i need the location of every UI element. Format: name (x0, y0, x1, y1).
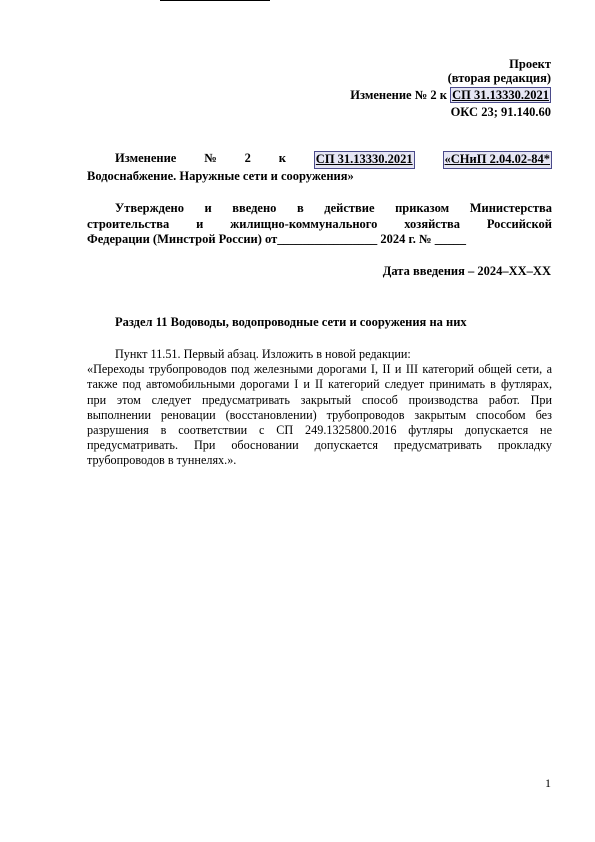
approval-word: и (204, 201, 212, 215)
page-number: 1 (545, 776, 551, 790)
section-title: Раздел 11 Водоводы, водопроводные сети и сооружения на них (115, 315, 467, 329)
oks-code: ОКС 23; 91.140.60 (450, 105, 551, 119)
approval-word: в (296, 201, 304, 215)
title-word: 2 (244, 151, 251, 165)
approval-word: жилищно-коммунального (230, 216, 378, 231)
approval-word: строительства (87, 216, 170, 231)
title-word: № (204, 151, 217, 165)
change-header (350, 87, 551, 103)
approval-block (87, 201, 552, 248)
approval-word: и (196, 216, 204, 231)
title-line-1 (87, 151, 552, 169)
approval-word: Министерства (469, 201, 552, 215)
effective-date: Дата введения – 2024–ХХ–ХХ (382, 264, 551, 278)
title-line-2: Водоснабжение. Наружные сети и сооружения» (87, 168, 354, 183)
section-body (87, 347, 552, 469)
clause-text: «Переходы трубопроводов под железными дорогами I, II и III категорий общей сети, а также под автомобильными дорогами I и II категорий следует принимать в футлярах, при этом следует предусматривать закрытый способ производства работ. При выполнении реновации (восстановлении) трубопроводов закрытым способом без разрушения в соответствии с СП 249.1325800.2016 футляры допускается не предусматривать. При обосновании допускается предусматривать прокладку трубопроводов в туннелях.». (87, 362, 552, 468)
approval-word: введено (232, 201, 277, 215)
approval-line-1 (87, 201, 552, 217)
title-snip-code-link[interactable]: «СНиП 2.04.02-84* (443, 151, 552, 169)
approval-line-3: Федерации (Минстрой России) от________________ 2024 г. № _____ (87, 232, 466, 246)
change-prefix: Изменение № 2 к (350, 88, 447, 102)
title-sp-code-link[interactable]: СП 31.13330.2021 (314, 151, 415, 169)
approval-word: приказом (395, 201, 450, 215)
approval-word: Российской (486, 216, 552, 231)
approval-line-2 (87, 217, 552, 233)
approval-word: Утверждено (115, 201, 184, 215)
title-word: Изменение (115, 151, 177, 165)
sp-code-link[interactable]: СП 31.13330.2021 (452, 88, 549, 102)
approval-word: действие (324, 201, 375, 215)
edition-label: (вторая редакция) (447, 71, 551, 85)
project-label: Проект (509, 57, 551, 71)
document-title (87, 151, 552, 184)
approval-word: хозяйства (404, 216, 460, 231)
top-rule (160, 0, 270, 1)
clause-intro: Пункт 11.51. Первый абзац. Изложить в новой редакции: (115, 347, 411, 361)
title-word: к (278, 151, 286, 165)
